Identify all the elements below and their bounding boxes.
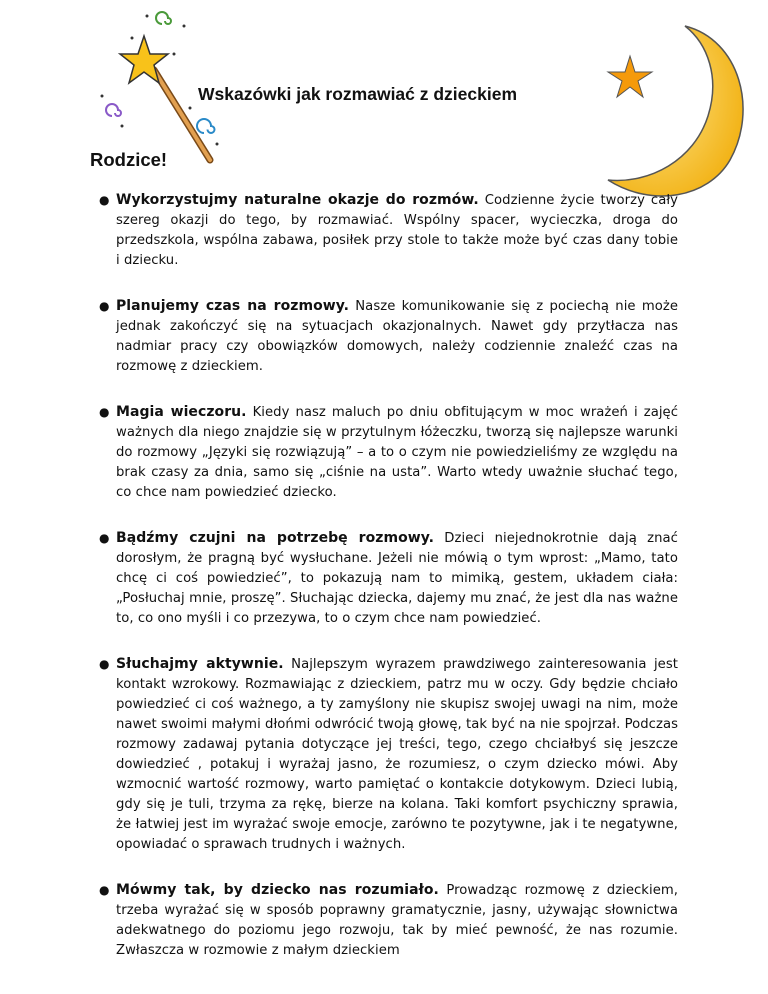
tip-lead: Mówmy tak, by dziecko nas rozumiało. (116, 882, 439, 898)
tip-lead: Słuchajmy aktywnie. (116, 656, 284, 672)
document-title: Wskazówki jak rozmawiać z dzieckiem (198, 84, 518, 104)
section-heading: Rodzice! (90, 149, 168, 170)
tip-text: Codzienne życie tworzy cały szereg okazji do tego, by rozmawiać. Wspólny spacer, wycieczka, droga do przedszkola, wspólna zabawa, posiłek przy stole to także może być czas dany tobie i dziecku. (116, 193, 679, 268)
list-item (90, 654, 678, 855)
list-item (90, 296, 678, 377)
tip-lead: Wykorzystujmy naturalne okazje do rozmów. (116, 192, 479, 208)
tip-text: Prowadząc rozmowę z dzieckiem, trzeba wyrażać się w sposób poprawny gramatycznie, jasny, używając słownictwa adekwatnego do poziomu jego rozwoju, tak by mieć pewność, że nas rozumie. Zwłaszcza w rozmowie z małym dzieckiem (116, 883, 678, 958)
bullet-icon: ● (99, 883, 110, 897)
tip-paragraph (116, 528, 678, 629)
tip-paragraph (116, 654, 678, 855)
list-item (90, 880, 678, 961)
list-item (90, 528, 678, 629)
tip-text: Dzieci niejednokrotnie dają znać dorosłym, że pragną być wysłuchane. Jeżeli nie mówią o tym wprost: „Mamo, tato chcę ci coś powiedzieć”, to pokazują nam to mimiką, gestem, układem ciała: „Posłuchaj mnie, proszę”. Słuchając dziecka, dajemy mu znać, że jest dla nas ważne to, co ono myśli i co przezywa, to o czym chce nam powiedzieć. (116, 531, 678, 626)
tip-text: Najlepszym wyrazem prawdziwego zainteresowania jest kontakt wzrokowy. Rozmawiając z dzieckiem, patrz mu w oczy. Gdy będzie chciało powiedzieć ci coś ważnego, a ty zamyślony nie skupisz swojej uwagi na nim, może nawet swoimi małymi dłońmi odwrócić twoją głowę, tak być na nie spojrzał. Podczas rozmowy zadawaj pytania dotyczące jej treści, tego, czego chciałbyś się jeszcze dowiedzieć , potakuj i wyrażaj jasno, że rozumiesz, o czym dziecko mówi. Aby wzmocnić wartość rozmowy, warto pamiętać o kontakcie dotykowym. Dzieci lubią, gdy się je tuli, trzyma za rękę, bierze na kolana. Taki komfort psychiczny sprawia, że łatwiej jest im wyrażać swoje emocje, zarówno te pozytywne, jak i te negatywne, opowiadać o sprawach trudnych i ważnych. (116, 657, 678, 852)
tips-list (90, 190, 678, 961)
tip-lead: Planujemy czas na rozmowy. (116, 298, 350, 314)
list-item (90, 190, 678, 271)
tip-lead: Magia wieczoru. (116, 404, 247, 420)
bullet-icon: ● (99, 299, 110, 313)
bullet-icon: ● (99, 657, 110, 671)
list-item (90, 402, 678, 503)
tip-paragraph (116, 296, 678, 377)
bullet-icon: ● (99, 531, 110, 545)
tip-paragraph (116, 190, 678, 271)
tip-lead: Bądźmy czujni na potrzebę rozmowy. (116, 530, 435, 546)
tip-text: Nasze komunikowanie się z pociechą nie może jednak zakończyć się na sytuacjach okazjonalnych. Nawet gdy przytłacza nas nadmiar pracy czy obowiązków domowych, należy codziennie znaleźć czas na rozmowę z dzieckiem. (116, 299, 678, 374)
moon-and-star-icon (590, 20, 750, 210)
bullet-icon: ● (99, 405, 110, 419)
bullet-icon: ● (99, 193, 110, 207)
tip-paragraph (116, 402, 678, 503)
tip-text: Kiedy nasz maluch po dniu obfitującym w moc wrażeń i zajęć ważnych dla niego znajdzie się w przytulnym łóżeczku, tworzą się najlepsze warunki do rozmowy „Języki się rozwiązują” – a to o czym nie powiedzieliśmy ze względu na brak czasy za dnia, samo się „ciśnie na usta”. Warto wtedy uważnie słuchać tego, co chce nam powiedzieć dziecko. (116, 405, 679, 500)
tip-paragraph (116, 880, 678, 961)
